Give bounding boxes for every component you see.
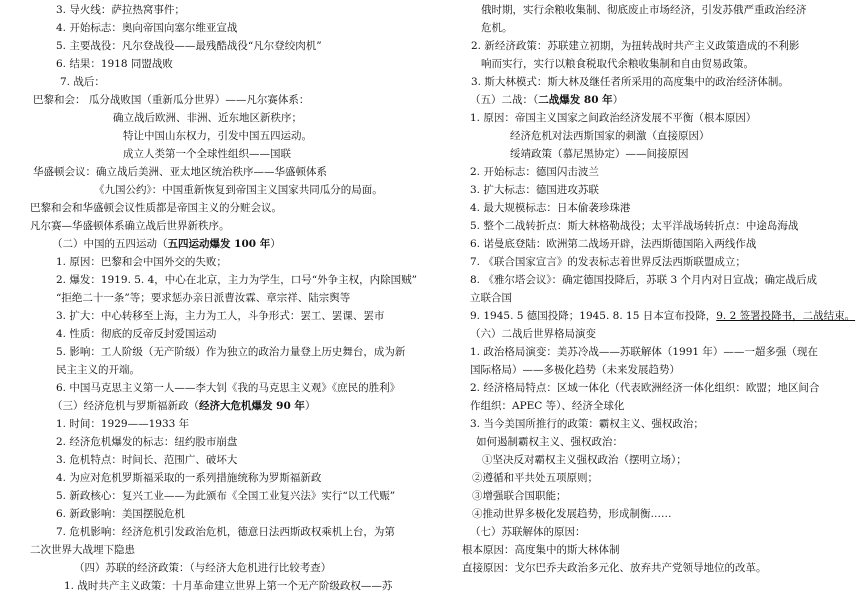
text-line: “拒绝二十一条”等；要求惩办亲日派曹汝霖、章宗祥、陆宗舆等 — [56, 292, 351, 304]
text-line: 4. 性质：彻底的反帝反封爱国运动 — [56, 328, 217, 340]
text-line: 5. 整个二战转折点：斯大林格勒战役；太平洋战场转折点：中途岛海战 — [470, 220, 799, 232]
text-line: 国际格局）——多极化趋势（未来发展趋势） — [470, 364, 680, 376]
text-line: 1. 时间：1929——1933 年 — [56, 418, 190, 430]
text-line: 7. 危机影响：经济危机引发政治危机，德意日法西斯政权乘机上台，为第 — [56, 526, 395, 538]
text-line: 危机。 — [481, 22, 513, 34]
text-line: 根本原因：高度集中的斯大林体制 — [462, 544, 620, 556]
text-line: 如何遏制霸权主义、强权政治： — [476, 436, 623, 448]
section-heading: （四）苏联的经济政策：（与经济大危机进行比较考查） — [74, 562, 332, 574]
text-line: 7. 战后： — [60, 76, 105, 88]
section-heading: （三）经济危机与罗斯福新政（经济大危机爆发 90 年） — [52, 400, 316, 412]
text-line: 4. 为应对危机罗斯福采取的一系列措施统称为罗斯福新政 — [56, 472, 322, 484]
text-line: 3. 危机特点：时间长、范围广、破坏大 — [56, 454, 238, 466]
text-line: 2. 开始标志：德国闪击波兰 — [470, 166, 599, 178]
text-line: ②遵循和平共处五项原则； — [472, 472, 598, 484]
text-line: 7. 《联合国家宣言》的发表标志着世界反法西斯联盟成立； — [470, 256, 746, 268]
section-heading: （六）二战后世界格局演变 — [470, 328, 596, 340]
text-line: 直接原因：戈尔巴乔夫政治多元化、放弃共产党领导地位的改革。 — [462, 562, 767, 574]
text-line: 巴黎和会： 瓜分战败国（重新瓜分世界）——凡尔赛体系： — [33, 94, 310, 106]
text-line: 6. 中国马克思主义第一人——李大钊《我的马克思主义观》《庶民的胜利》 — [56, 382, 401, 394]
text-line: 6. 诺曼底登陆：欧洲第二战场开辟，法西斯德国陷入两线作战 — [470, 238, 757, 250]
text-line: 1. 政治格局演变：美苏冷战——苏联解体（1991 年）——一超多强（现在 — [470, 346, 818, 358]
text-line: 4. 最大规模标志：日本偷袭珍珠港 — [470, 202, 631, 214]
text-line: 6. 结果：1918 同盟战败 — [56, 58, 173, 70]
text-line: 9. 1945. 5 德国投降；1945. 8. 15 日本宣布投降，9. 2 签署投降书，二战结束。 — [470, 310, 856, 322]
text-line: 俄时期，实行余粮收集制、彻底废止市场经济，引发苏俄严重政治经济 — [481, 4, 807, 16]
text-line: 2. 爆发：1919. 5. 4，中心在北京，主力为学生，口号“外争主权，内除国贼” — [56, 274, 418, 286]
section-heading: （二）中国的五四运动（五四运动爆发 100 年） — [52, 238, 281, 250]
text-line: 1. 原因：帝国主义国家之间政治经济发展不平衡（根本原因） — [470, 112, 757, 124]
underlined-text: 9. 2 签署投降书，二战结束。 — [716, 310, 856, 322]
text-line: 6. 新政影响：美国摆脱危机 — [56, 508, 185, 520]
text-line: 3. 扩大：中心转移至上海，主力为工人，斗争形式：罢工、罢课、罢市 — [56, 310, 385, 322]
text-line: 民主主义的开端。 — [56, 364, 140, 376]
text-line: 2. 经济格局特点：区域一体化（代表欧洲经济一体化组织：欧盟；地区间合 — [470, 382, 820, 394]
text-line: 3. 斯大林模式：斯大林及继任者所采用的高度集中的政治经济体制。 — [471, 76, 789, 88]
text-line: ③增强联合国职能； — [472, 490, 567, 502]
text-line: 立联合国 — [470, 292, 512, 304]
text-line: 经济危机对法西斯国家的刺激（直接原因） — [510, 130, 710, 142]
text-line: ①坚决反对霸权主义强权政治（摆明立场）； — [482, 454, 687, 466]
text-line: 作组织：APEC 等）、经济全球化 — [470, 400, 625, 412]
text-line: 巴黎和会和华盛顿会议性质都是帝国主义的分赃会议。 — [30, 202, 282, 214]
text-line: 5. 新政核心：复兴工业——为此颁布《全国工业复兴法》实行“以工代赈” — [56, 490, 396, 502]
text-line: 2. 经济危机爆发的标志：纽约股市崩盘 — [56, 436, 238, 448]
text-line: 4. 开始标志：奥向帝国向塞尔维亚宣战 — [56, 22, 238, 34]
section-heading: （七）苏联解体的原因： — [470, 526, 586, 538]
text-line: 5. 主要战役：凡尔登战役——最残酷战役“凡尔登绞肉机” — [56, 40, 322, 52]
section-heading: （五）二战：（二战爆发 80 年） — [470, 94, 624, 106]
text-line: 绥靖政策（慕尼黑协定）——间接原因 — [510, 148, 689, 160]
text-line: 华盛顿会议：确立战后美洲、亚太地区统治秩序——华盛顿体系 — [33, 166, 327, 178]
text-line: 1. 原因：巴黎和会中国外交的失败； — [56, 256, 227, 268]
text-line: 3. 导火线：萨拉热窝事件； — [56, 4, 185, 16]
text-line: 成立人类第一个全球性组织——国联 — [123, 148, 291, 160]
text-line: 8. 《雅尔塔会议》：确定德国投降后，苏联 3 个月内对日宣战；确定战后成 — [470, 274, 817, 286]
text-line: 特让中国山东权力，引发中国五四运动。 — [123, 130, 312, 142]
text-line: 3. 当今美国所推行的政策：霸权主义、强权政治； — [470, 418, 704, 430]
text-line: 《九国公约》：中国重新恢复到帝国主义国家共同瓜分的局面。 — [94, 184, 383, 196]
text-line: ④推动世界多极化发展趋势，形成制衡…… — [472, 508, 672, 520]
text-line: 1. 战时共产主义政策：十月革命建立世界上第一个无产阶级政权——苏 — [64, 580, 393, 592]
text-line: 2. 新经济政策：苏联建立初期，为扭转战时共产主义政策造成的不利影 — [471, 40, 800, 52]
text-line: 凡尔赛—华盛顿体系确立战后世界新秩序。 — [30, 220, 230, 232]
text-line: 3. 扩大标志：德国进攻苏联 — [470, 184, 599, 196]
text-line: 5. 影响：工人阶级（无产阶级）作为独立的政治力量登上历史舞台，成为新 — [56, 346, 406, 358]
text-line: 响而实行，实行以粮食税取代余粮收集制和自由贸易政策。 — [481, 58, 754, 70]
text-line: 二次世界大战埋下隐患 — [30, 544, 135, 556]
text-line: 确立战后欧洲、非洲、近东地区新秩序； — [113, 112, 302, 124]
